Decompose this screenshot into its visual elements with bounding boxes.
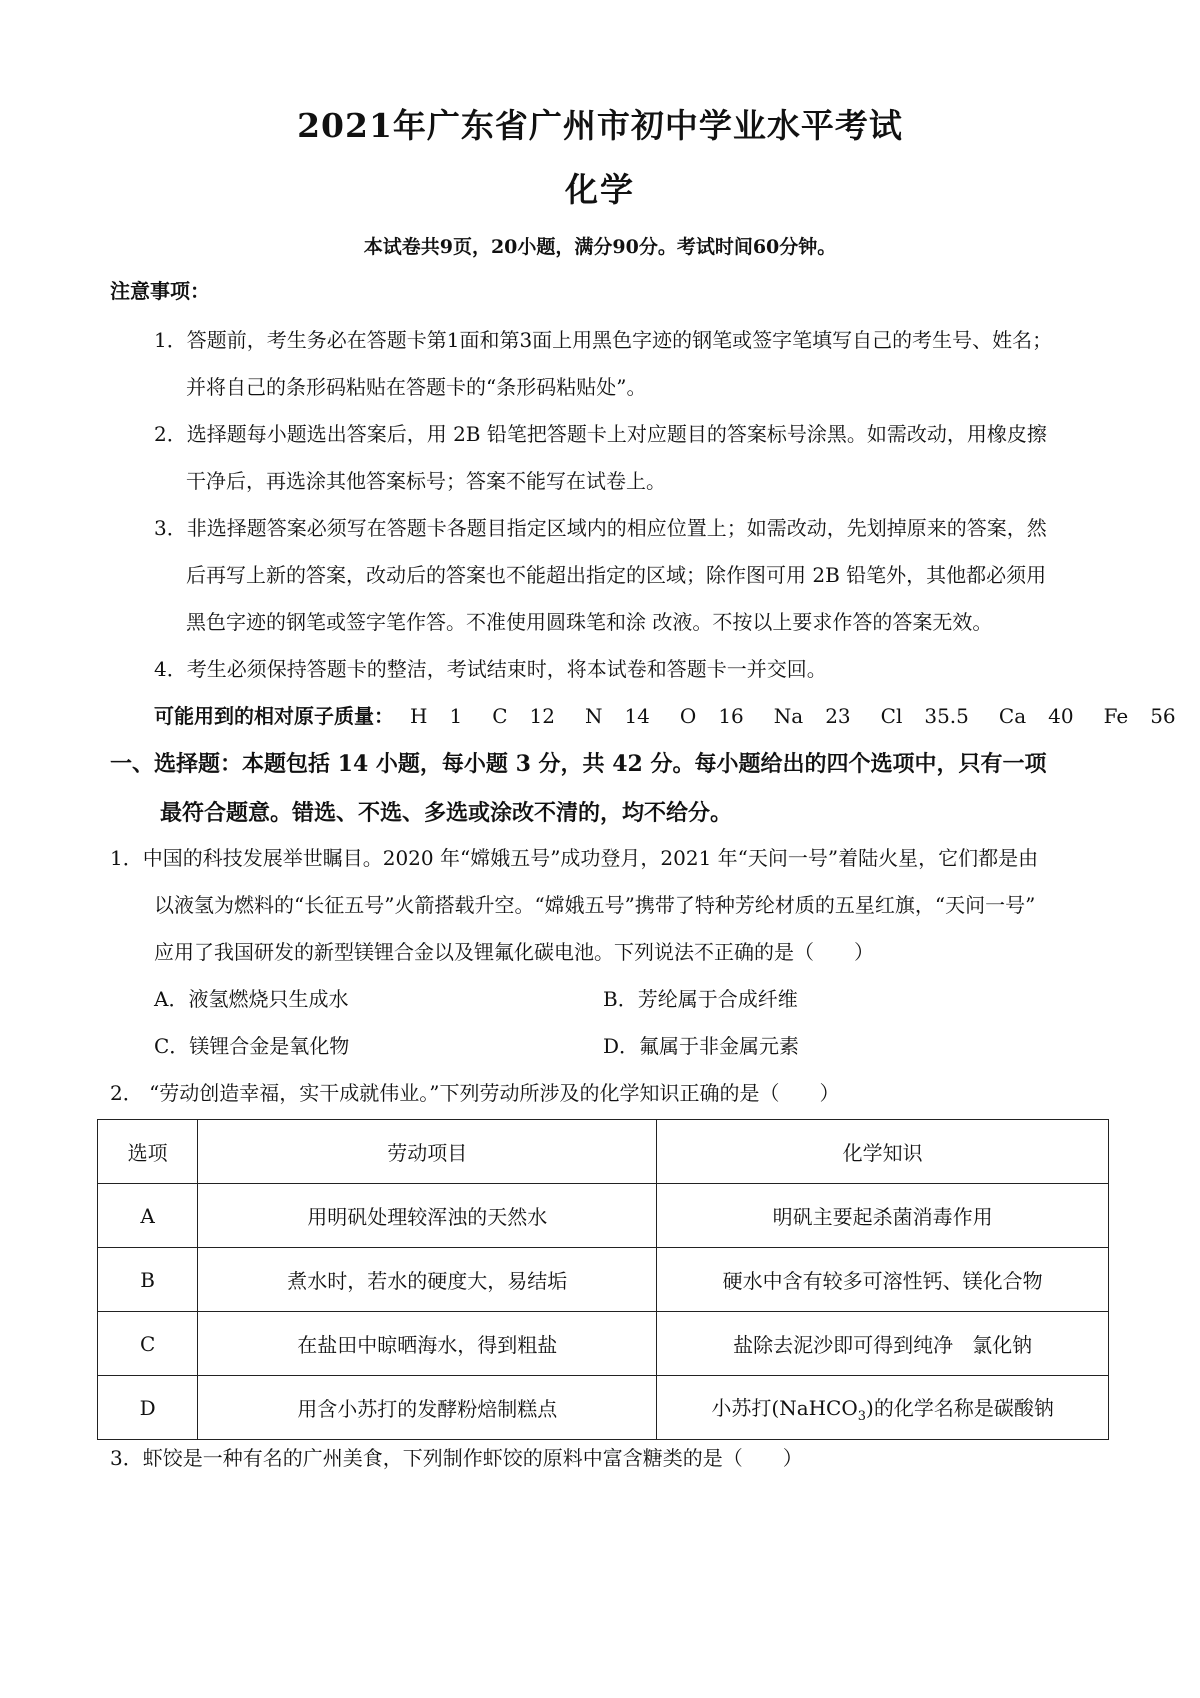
atomic-masses-list [394, 704, 1190, 728]
table-cell-option: D [98, 1376, 198, 1440]
element-mass: 1 [449, 704, 463, 728]
q3-stem: 3．虾饺是一种有名的广州美食，下列制作虾饺的原料中富含糖类的是（ ） [110, 1446, 803, 1470]
table-cell-knowledge: 硬水中含有较多可溶性钙、镁化合物 [657, 1248, 1109, 1312]
q1-option-a: A．液氢燃烧只生成水 [154, 987, 349, 1011]
note-1-line-2: 并将自己的条形码粘贴在答题卡的“条形码粘贴处”。 [186, 375, 647, 399]
element-mass: 12 [529, 704, 555, 728]
section-1-heading-line-2: 最符合题意。错选、不选、多选或涂改不清的，均不给分。 [160, 800, 733, 826]
note-3-line-3: 黑色字迹的钢笔或签字笔作答。不准使用圆珠笔和涂 改液。不按以上要求作答的答案无效。 [186, 610, 993, 634]
element-symbol: Ca [998, 704, 1027, 728]
table-header-knowledge: 化学知识 [657, 1120, 1109, 1184]
atomic-masses [154, 701, 1190, 731]
note-3-line-2: 后再写上新的答案，改动后的答案也不能超出指定的区域；除作图可用 2B 铅笔外，其他都必须用 [186, 563, 1047, 587]
table-cell-task: 煮水时，若水的硬度大，易结垢 [198, 1248, 657, 1312]
table-row [98, 1376, 1109, 1440]
element-symbol: N [584, 704, 603, 728]
table-cell-task: 在盐田中晾晒海水，得到粗盐 [198, 1312, 657, 1376]
note-1-line-1: 1．答题前，考生务必在答题卡第1面和第3面上用黑色字迹的钢笔或签字笔填写自己的考生号、姓名； [154, 328, 1053, 352]
note-2-line-2: 干净后，再选涂其他答案标号；答案不能写在试卷上。 [186, 469, 666, 493]
element-mass: 14 [624, 704, 650, 728]
table-cell-option: C [98, 1312, 198, 1376]
notes-heading: 注意事项： [110, 279, 210, 303]
q2-table [97, 1119, 1109, 1440]
exam-meta: 本试卷共9页，20小题，满分90分。考试时间60分钟。 [363, 236, 837, 258]
table-cell-task: 用含小苏打的发酵粉焙制糕点 [198, 1376, 657, 1440]
element-symbol: Cl [880, 704, 903, 728]
note-4-line-1: 4．考生必须保持答题卡的整洁，考试结束时，将本试卷和答题卡一并交回。 [154, 657, 827, 681]
element-mass: 56 [1150, 704, 1176, 728]
element-symbol: C [492, 704, 508, 728]
section-1-heading-line-1: 一、选择题：本题包括 14 小题，每小题 3 分，共 42 分。每小题给出的四个选项中，只有一项 [110, 751, 1047, 777]
exam-title: 2021年广东省广州市初中学业水平考试 [297, 106, 903, 145]
element-symbol: Na [773, 704, 804, 728]
table-cell-knowledge: 盐除去泥沙即可得到纯净 氯化钠 [657, 1312, 1109, 1376]
knowledge-text-post: )的化学名称是碳酸钠 [866, 1395, 1054, 1420]
atomic-masses-label: 可能用到的相对原子质量： [154, 704, 394, 728]
table-cell-knowledge [657, 1376, 1109, 1440]
table-cell-task: 用明矾处理较浑浊的天然水 [198, 1184, 657, 1248]
table-row [98, 1312, 1109, 1376]
q1-option-b: B．芳纶属于合成纤维 [603, 987, 798, 1011]
table-cell-knowledge: 明矾主要起杀菌消毒作用 [657, 1184, 1109, 1248]
table-cell-option: B [98, 1248, 198, 1312]
q1-option-c: C．镁锂合金是氧化物 [154, 1034, 350, 1058]
table-header-option: 选项 [98, 1120, 198, 1184]
note-2-line-1: 2．选择题每小题选出答案后，用 2B 铅笔把答题卡上对应题目的答案标号涂黑。如需改动，用橡皮擦 [154, 422, 1047, 446]
knowledge-subscript: 3 [857, 1408, 867, 1424]
q1-line-2: 以液氢为燃料的“长征五号”火箭搭载升空。“嫦娥五号”携带了特种芳纶材质的五星红旗，“天问一号” [154, 893, 1036, 917]
element-mass: 23 [825, 704, 851, 728]
element-mass: 35.5 [924, 704, 969, 728]
q1-line-1: 1．中国的科技发展举世瞩目。2020 年“嫦娥五号”成功登月，2021 年“天问一号”着陆火星，它们都是由 [110, 846, 1039, 870]
table-row [98, 1248, 1109, 1312]
element-mass: 16 [718, 704, 744, 728]
q1-option-d: D．氟属于非金属元素 [603, 1034, 800, 1058]
table-header-row [98, 1120, 1109, 1184]
table-row [98, 1184, 1109, 1248]
q2-stem: 2． “劳动创造幸福，实干成就伟业。”下列劳动所涉及的化学知识正确的是（ ） [110, 1081, 840, 1105]
exam-subject: 化学 [565, 170, 635, 209]
element-symbol: Fe [1103, 704, 1129, 728]
q1-line-3: 应用了我国研发的新型镁锂合金以及锂氟化碳电池。下列说法不正确的是（ ） [154, 940, 874, 964]
element-mass: 40 [1048, 704, 1074, 728]
knowledge-text-pre: 小苏打(NaHCO [711, 1395, 858, 1420]
note-3-line-1: 3．非选择题答案必须写在答题卡各题目指定区域内的相应位置上；如需改动，先划掉原来的答案，然 [154, 516, 1047, 540]
table-cell-option: A [98, 1184, 198, 1248]
element-symbol: O [679, 704, 697, 728]
element-symbol: H [410, 704, 428, 728]
table-header-task: 劳动项目 [198, 1120, 657, 1184]
